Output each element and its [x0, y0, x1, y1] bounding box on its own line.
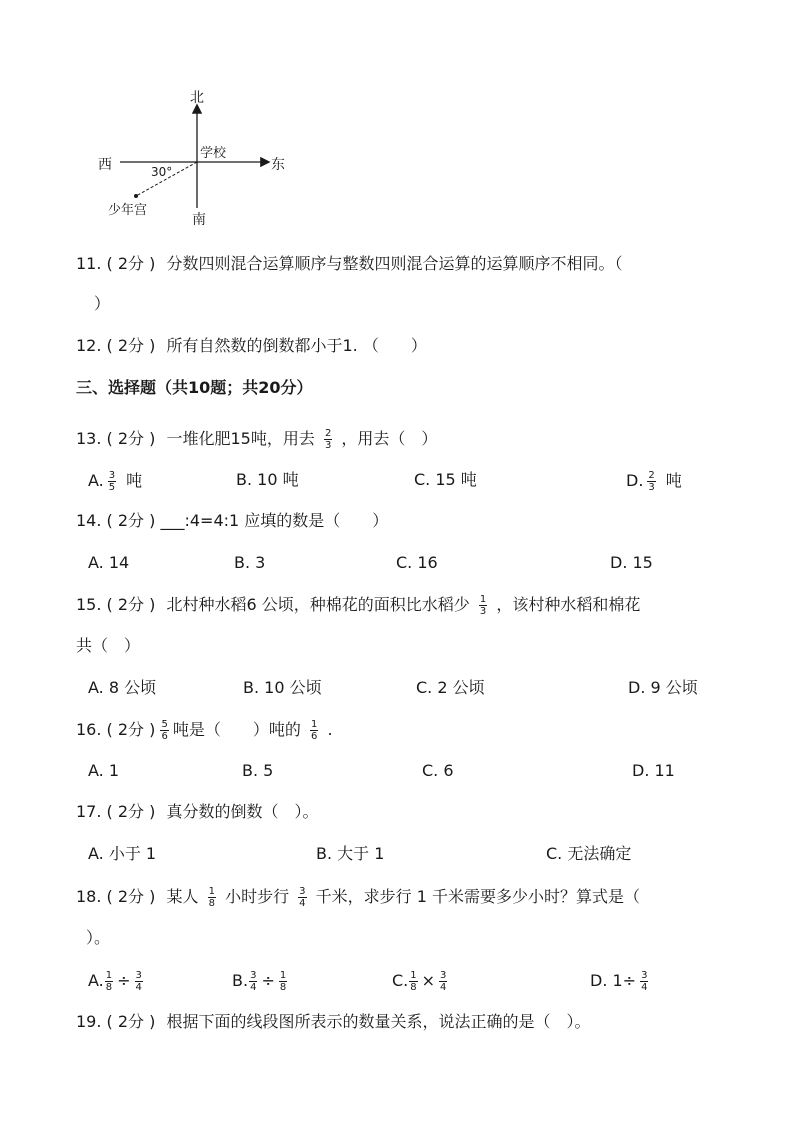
question-text: 所有自然数的倒数都小于1. （ ）: [166, 336, 427, 355]
question-18-continuation: [86, 928, 110, 948]
option-b[interactable]: B. 5: [242, 761, 274, 780]
question-score: ( 2分 ): [106, 336, 156, 355]
question-number: 13.: [76, 429, 102, 448]
angle-label: 30°: [151, 165, 173, 179]
west-label: 西: [98, 157, 112, 173]
option-c[interactable]: C. 6: [422, 761, 454, 780]
question-number: 12.: [76, 336, 102, 355]
compass-diagram: [90, 86, 300, 231]
question-11: [76, 254, 623, 274]
south-label: 南: [192, 212, 206, 228]
fraction: $\frac{2}{3}$: [324, 428, 332, 451]
question-13: [76, 428, 437, 451]
question-15: [76, 594, 640, 617]
question-18: [76, 886, 640, 909]
question-number: 14.: [76, 511, 102, 530]
section-title: [76, 378, 313, 398]
option-d[interactable]: D. 15: [610, 553, 653, 572]
option-a[interactable]: A. 8 公顷: [88, 678, 157, 697]
fraction: $\frac{1}{3}$: [479, 594, 487, 617]
question-text: 千米，求步行 1 千米需要多少小时？算式是（: [315, 887, 640, 906]
option-a[interactable]: A. $\frac{1}{8}$ ÷ $\frac{3}{4}$: [88, 970, 142, 993]
question-text: ）: [94, 294, 111, 313]
question-text: 吨是（ ）吨的: [172, 720, 301, 739]
section-title-text: 三、选择题（共10题；共20分）: [76, 378, 313, 397]
fraction: $\frac{5}{6}$: [161, 719, 168, 742]
question-score: ( 2分 ): [106, 887, 156, 906]
question-score: ( 2分 ): [106, 511, 156, 530]
option-b[interactable]: B. 10 公顷: [243, 678, 322, 697]
question-text: ，该村种水稻和棉花: [496, 595, 641, 614]
question-17: [76, 802, 319, 822]
palace-point: [134, 194, 138, 198]
fraction: $\frac{1}{6}$: [310, 719, 318, 742]
question-text: ，用去（ ）: [341, 429, 438, 448]
fraction: $\frac{1}{8}$: [208, 886, 215, 909]
option-a[interactable]: A. 14: [88, 553, 130, 572]
option-a[interactable]: A. 1: [88, 761, 120, 780]
option-d[interactable]: D. 1÷ $\frac{3}{4}$: [590, 970, 648, 993]
question-number: 11.: [76, 254, 102, 273]
question-16: [76, 719, 333, 742]
question-text: 根据下面的线段图所表示的数量关系，说法正确的是（ ）。: [166, 1012, 591, 1031]
question-text: 北村种水稻6 公顷，种棉花的面积比水稻少: [166, 595, 470, 614]
question-text: .: [327, 720, 333, 739]
east-label: 东: [271, 157, 285, 173]
question-score: ( 2分 ): [106, 720, 156, 739]
option-b[interactable]: B. 3: [234, 553, 266, 572]
option-a[interactable]: A. 小于 1: [88, 844, 157, 863]
question-15-continuation: [76, 636, 140, 656]
question-score: ( 2分 ): [106, 254, 156, 273]
option-c[interactable]: C. 无法确定: [546, 844, 632, 863]
option-c[interactable]: C. $\frac{1}{8}$ × $\frac{3}{4}$: [392, 970, 447, 993]
question-score: ( 2分 ): [106, 1012, 156, 1031]
question-text: ）。: [86, 928, 111, 947]
question-11-continuation: [94, 294, 110, 314]
option-b[interactable]: B. 10 吨: [236, 470, 299, 489]
question-score: ( 2分 ): [106, 429, 156, 448]
option-c[interactable]: C. 15 吨: [414, 470, 477, 489]
question-number: 16.: [76, 720, 102, 739]
question-text: ___:4=4:1 应填的数是（ ）: [160, 511, 389, 530]
option-c[interactable]: C. 16: [396, 553, 438, 572]
school-label: 学校: [200, 146, 227, 161]
question-text: 真分数的倒数（ ）。: [166, 802, 319, 821]
option-d[interactable]: D. $\frac{2}{3}$ 吨: [626, 470, 682, 493]
option-b[interactable]: B. 大于 1: [316, 844, 385, 863]
question-text: 一堆化肥15吨，用去: [166, 429, 315, 448]
question-score: ( 2分 ): [106, 595, 156, 614]
fraction: $\frac{3}{4}$: [299, 886, 306, 909]
question-number: 17.: [76, 802, 102, 821]
question-14: [76, 511, 388, 531]
question-text: 小时步行: [225, 887, 290, 906]
question-number: 19.: [76, 1012, 102, 1031]
option-d[interactable]: D. 11: [632, 761, 675, 780]
question-number: 15.: [76, 595, 102, 614]
option-d[interactable]: D. 9 公顷: [628, 678, 698, 697]
question-number: 18.: [76, 887, 102, 906]
option-a[interactable]: A. $\frac{3}{5}$ 吨: [88, 470, 143, 493]
question-12: [76, 336, 427, 356]
question-text: 共（ ）: [76, 636, 141, 655]
question-score: ( 2分 ): [106, 802, 156, 821]
option-c[interactable]: C. 2 公顷: [416, 678, 485, 697]
question-text: 某人: [166, 887, 199, 906]
north-label: 北: [190, 90, 204, 106]
question-19: [76, 1012, 591, 1032]
option-b[interactable]: B. $\frac{3}{4}$ ÷ $\frac{1}{8}$: [232, 970, 287, 993]
palace-label: 少年宫: [108, 203, 148, 218]
question-text: 分数四则混合运算顺序与整数四则混合运算的运算顺序不相同。（: [166, 254, 623, 273]
